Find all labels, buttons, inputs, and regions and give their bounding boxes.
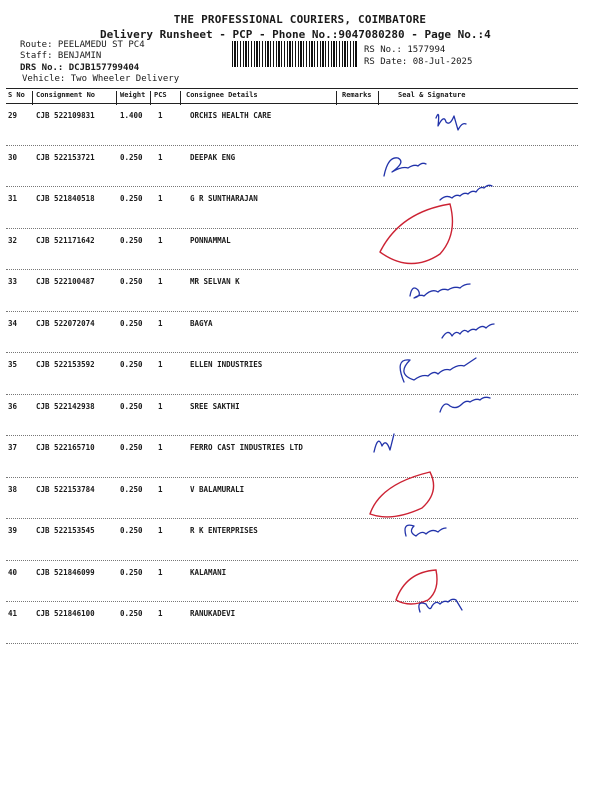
handwritten-phone-1: 9943807908 bbox=[474, 115, 572, 156]
table-row bbox=[6, 146, 578, 188]
seal-hr-1: H/R bbox=[392, 240, 424, 259]
row-pcs: 1 bbox=[158, 235, 163, 245]
row-sno: 41 bbox=[8, 609, 18, 618]
table-header bbox=[6, 88, 578, 104]
row-consignee: ELLEN INDUSTRIES bbox=[190, 360, 263, 369]
row-sno: 32 bbox=[8, 235, 18, 245]
table-row bbox=[6, 104, 578, 146]
row-consignment: CJB 521840518 bbox=[36, 194, 95, 203]
col-pcs: PCS bbox=[154, 91, 167, 99]
row-pcs: 1 bbox=[158, 526, 163, 535]
row-consignment: CJB 521171642 bbox=[36, 235, 95, 245]
row-sno: 40 bbox=[8, 567, 18, 577]
rs-no-label: RS No.: 1577994 bbox=[364, 45, 446, 55]
row-consignee: G R SUNTHARAJAN bbox=[190, 194, 258, 203]
row-consignment: CJB 521846099 bbox=[36, 567, 95, 577]
vehicle-label: Vehicle: Two Wheeler Delivery bbox=[22, 74, 180, 84]
row-consignee: BAGYA bbox=[190, 318, 213, 328]
seal-hr-2: H/R bbox=[402, 578, 432, 596]
row-consignment: CJB 522165710 bbox=[36, 443, 95, 452]
row-sno: 29 bbox=[8, 111, 18, 120]
handwritten-phone-2: 99943604559 bbox=[418, 454, 544, 475]
row-sno: 39 bbox=[8, 526, 18, 535]
col-signature: Seal & Signature bbox=[398, 91, 466, 99]
row-weight: 0.250 bbox=[120, 443, 143, 452]
row-pcs: 1 bbox=[158, 194, 163, 203]
row-weight: 0.250 bbox=[120, 152, 143, 162]
row-consignee: DEEPAK ENG bbox=[190, 152, 236, 162]
row-sno: 34 bbox=[8, 318, 18, 328]
row-sno: 37 bbox=[8, 443, 18, 452]
row-pcs: 1 bbox=[158, 318, 163, 328]
table-row bbox=[6, 478, 578, 520]
row-sno: 33 bbox=[8, 277, 18, 286]
row-pcs: 1 bbox=[158, 277, 163, 286]
row-consignee: SREE SAKTHI bbox=[190, 401, 240, 411]
col-sno: S No bbox=[8, 91, 25, 99]
row-pcs: 1 bbox=[158, 152, 163, 162]
row-consignment: CJB 522100487 bbox=[36, 277, 95, 286]
row-pcs: 1 bbox=[158, 484, 163, 494]
row-weight: 0.250 bbox=[120, 609, 143, 618]
row-consignment: CJB 521846100 bbox=[36, 609, 95, 618]
row-consignee: KALAMANI bbox=[190, 567, 227, 577]
row-weight: 0.250 bbox=[120, 318, 143, 328]
row-sno: 35 bbox=[8, 360, 18, 369]
row-sno: 36 bbox=[8, 401, 18, 411]
col-remarks: Remarks bbox=[342, 91, 372, 99]
row-weight: 0.250 bbox=[120, 526, 143, 535]
row-consignment: CJB 522153592 bbox=[36, 360, 95, 369]
seal-ati: ATI bbox=[378, 488, 404, 506]
runsheet-title: Delivery Runsheet - PCP - Phone No.:9047080280 - Page No.:4 bbox=[100, 28, 491, 41]
table-row bbox=[6, 561, 578, 603]
col-consignee: Consignee Details bbox=[186, 91, 258, 99]
table-row bbox=[6, 312, 578, 354]
page-title: THE PROFESSIONAL COURIERS, COIMBATORE bbox=[173, 13, 427, 26]
row-consignee: MR SELVAN K bbox=[190, 277, 240, 286]
table-row bbox=[6, 519, 578, 561]
row-consignment: CJB 522153545 bbox=[36, 526, 95, 535]
row-weight: 0.250 bbox=[120, 484, 143, 494]
row-pcs: 1 bbox=[158, 360, 163, 369]
table-row bbox=[6, 229, 578, 271]
row-pcs: 1 bbox=[158, 567, 163, 577]
row-consignment: CJB 522153784 bbox=[36, 484, 95, 494]
row-consignee: ORCHIS HEALTH CARE bbox=[190, 111, 272, 120]
table-row bbox=[6, 395, 578, 437]
row-consignee: PONNAMMAL bbox=[190, 235, 231, 245]
row-weight: 0.250 bbox=[120, 194, 143, 203]
row-consignment: CJB 522109831 bbox=[36, 111, 95, 120]
table-row bbox=[6, 602, 578, 644]
row-weight: 0.250 bbox=[120, 235, 143, 245]
row-consignee: FERRO CAST INDUSTRIES LTD bbox=[190, 443, 303, 452]
table-row bbox=[6, 353, 578, 395]
table-row bbox=[6, 187, 578, 229]
table-row bbox=[6, 270, 578, 312]
row-pcs: 1 bbox=[158, 111, 163, 120]
row-consignment: CJB 522153721 bbox=[36, 152, 95, 162]
table-row bbox=[6, 436, 578, 478]
row-weight: 0.250 bbox=[120, 277, 143, 286]
row-consignment: CJB 522142938 bbox=[36, 401, 95, 411]
col-consignment: Consignment No bbox=[36, 91, 96, 99]
route-label: Route: PEELAMEDU ST PC4 bbox=[20, 40, 145, 50]
row-consignee: R K ENTERPRISES bbox=[190, 526, 258, 535]
row-pcs: 1 bbox=[158, 401, 163, 411]
row-weight: 1.400 bbox=[120, 111, 143, 120]
row-sno: 30 bbox=[8, 152, 18, 162]
row-consignment: CJB 522072074 bbox=[36, 318, 95, 328]
row-sno: 38 bbox=[8, 484, 18, 494]
rs-date-label: RS Date: 08-Jul-2025 bbox=[364, 57, 473, 67]
col-weight: Weight bbox=[120, 91, 146, 99]
row-pcs: 1 bbox=[158, 443, 163, 452]
drs-label: DRS No.: DCJB157799404 bbox=[20, 63, 140, 73]
row-weight: 0.250 bbox=[120, 401, 143, 411]
staff-label: Staff: BENJAMIN bbox=[20, 51, 102, 61]
row-sno: 31 bbox=[8, 194, 18, 203]
row-pcs: 1 bbox=[158, 609, 163, 618]
row-weight: 0.250 bbox=[120, 360, 143, 369]
row-weight: 0.250 bbox=[120, 567, 143, 577]
runsheet-table bbox=[6, 88, 578, 644]
row-consignee: V BALAMURALI bbox=[190, 484, 245, 494]
row-consignee: RANUKADEVI bbox=[190, 609, 236, 618]
barcode bbox=[232, 41, 357, 67]
